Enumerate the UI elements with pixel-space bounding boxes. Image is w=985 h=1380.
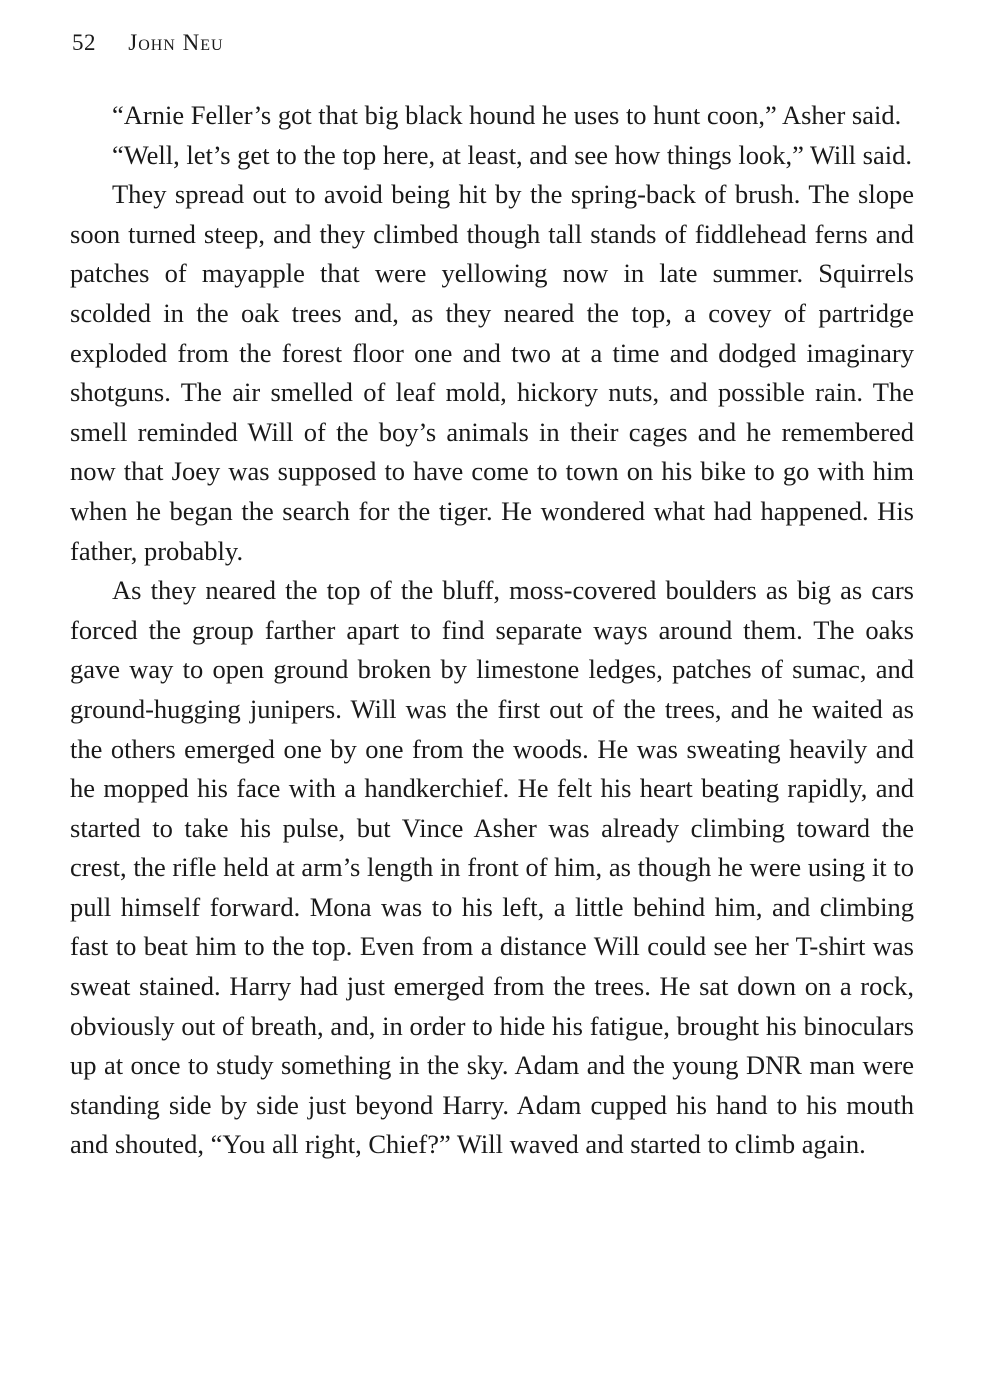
running-head [72,30,224,56]
running-head-author: John Neu [128,30,224,55]
paragraph-dialogue-asher: “Arnie Feller’s got that big black hound he uses to hunt coon,” Asher said. [112,100,902,130]
page-number: 52 [72,30,96,55]
body-text [70,96,914,1165]
paragraph-dialogue-will: “Well, let’s get to the top here, at least, and see how things look,” Will said. [112,139,912,170]
paragraph-bluff: As they neared the top of the bluff, moss-covered boulders as big as cars forced the group farther apart to find separate ways around them. The oaks gave way to open ground broken by limestone ledges, patches of sumac, and ground-hugging junipers. Will was the first out of the trees, and he waited as the others emerged one by one from the woods. He was sweating heavily and he mopped his face with a handkerchief. He felt his heart beating rapidly, and started to take his pulse, but Vince Asher was already climbing toward the crest, the rifle held at arm’s length in front of him, as though he were using it to pull himself forward. Mona was to his left, a little behind him, and climbing fast to beat him to the top. Even from a distance Will could see her T-shirt was sweat stained. Harry had just emerged from the trees. He sat down on a rock, obviously out of breath, and, in order to hide his fatigue, brought his binoculars up at once to study something in the sky. Adam and the young DNR man were standing side by side just beyond Harry. Adam cupped his hand to his mouth and shouted, “You all right, Chief?” Will waved and started to climb again. [70,575,914,1160]
paragraph-climb: They spread out to avoid being hit by the spring-back of brush. The slope soon turned steep, and they climbed though tall stands of fiddlehead ferns and patches of mayapple that were yellowing now in late summer. Squirrels scolded in the oak trees and, as they neared the top, a covey of partridge exploded from the forest floor one and two at a time and dodged imaginary shotguns. The air smelled of leaf mold, hickory nuts, and possible rain. The smell reminded Will of the boy’s animals in their cages and he remembered now that Joey was supposed to have come to town on his bike to go with him when he began the search for the tiger. He wondered what had happened. His father, probably. [70,179,914,566]
